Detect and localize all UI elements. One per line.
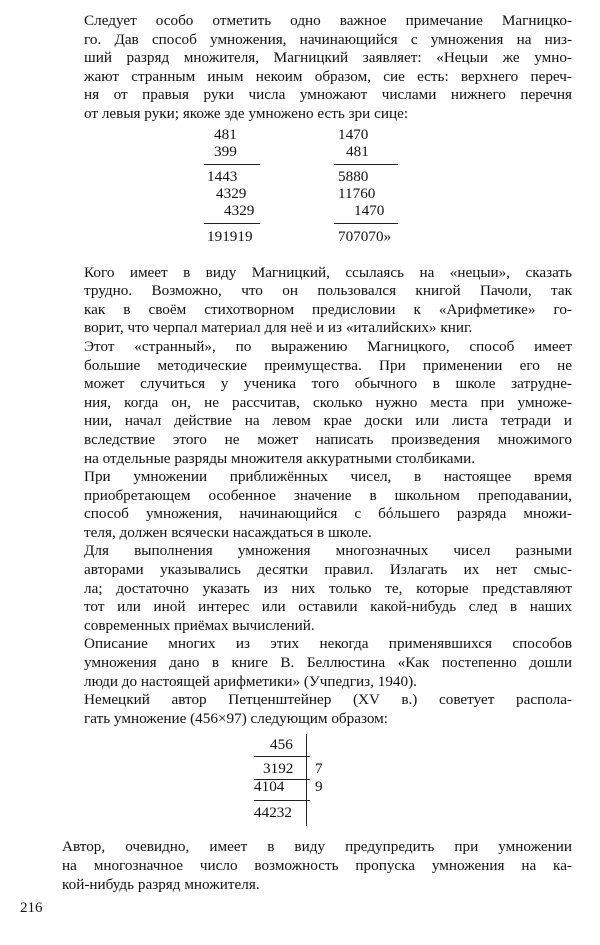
text-line: трудно. Возможно, что он пользовался книгой Пачоли, так	[84, 282, 572, 300]
partial-product: 3192	[263, 760, 294, 778]
paragraph-2	[62, 264, 572, 338]
text-line: от левыя руки; якоже зде умножено есть зри сице:	[84, 104, 409, 122]
paragraph-4	[62, 468, 572, 542]
multiplier-digit: 7	[315, 760, 323, 778]
text-line: Следует особо отметить одно важное примечание Магницко-	[84, 12, 572, 29]
text-line: на многозначное число возможность пропуска умножения на ка-	[62, 857, 572, 874]
text-line: ня от правыя руки числа умножают числами нижнего перечня	[84, 86, 572, 104]
text-line: жают странным иным некоим образом, сие есть: верхнего переч-	[84, 67, 572, 85]
text-line: большие методические преимущества. При применении его не	[84, 356, 572, 374]
paragraph-7	[62, 691, 572, 728]
multiplier-digit: 9	[315, 778, 323, 796]
text-line: ший разряд множителя, Магницкий заявляет: «Нецыи же умно-	[84, 49, 572, 67]
multiplier: 481	[346, 142, 369, 160]
text-line: кой-нибудь разряд множителя.	[62, 875, 260, 893]
text-line: способ умножения, начинающийся с бóльшего разряда множи-	[84, 505, 572, 523]
multiplier: 399	[214, 142, 237, 160]
paragraph-3	[62, 338, 572, 468]
partial-product: 4329	[224, 201, 255, 219]
text-line: тот или иной интерес или оставили какой-нибудь след в наших	[84, 598, 572, 616]
text-line: гать умножение (456×97) следующим образом:	[84, 709, 389, 727]
rule-line	[254, 800, 310, 801]
text-line: вследствие этого не может написать произведения множимого	[84, 430, 572, 448]
text-line: нии, начал действие на левом крае доски или листа тетради и	[84, 412, 572, 430]
paragraph-5	[62, 542, 572, 635]
result: 191919	[207, 227, 253, 245]
text-line: ния, когда он, не рассчитав, сколько нужно места при умноже-	[84, 393, 572, 411]
partial-product: 5880	[338, 167, 369, 185]
partial-product: 11760	[338, 184, 376, 202]
text-line: люди до настоящей арифметики» (Учпедгиз, 1940).	[84, 672, 417, 690]
rule-line	[204, 223, 260, 224]
result: 44232	[254, 804, 292, 822]
text-line: Описание многих из этих некогда применявшихся способов	[84, 635, 572, 653]
partial-product: 1443	[207, 167, 238, 185]
vertical-divider	[306, 734, 307, 826]
text-line: При умножении приближённых чисел, в настоящее время	[84, 468, 572, 486]
partial-product: 4329	[216, 184, 247, 202]
paragraph-1	[62, 12, 572, 124]
text-line: может случиться у ученика того обычного в школе затрудне-	[84, 375, 572, 393]
text-line: теля, должен всячески насаждаться в школе.	[84, 523, 372, 541]
text-line: Для выполнения умножения многозначных чисел разными	[84, 542, 572, 560]
text-line: умножения дано в книге В. Беллюстина «Как постепенно дошли	[84, 654, 572, 672]
text-line: ворит, что черпал материал для неё и из «италийских» книг.	[84, 319, 473, 337]
page-number: 216	[20, 900, 43, 916]
text-line: Немецкий автор Петценштейнер (XV в.) советует распола-	[84, 691, 572, 709]
partial-product: 1470	[354, 201, 385, 219]
text-line: приобретающем особенное значение в школьном преподавании,	[84, 486, 572, 504]
text-line: Этот «странный», по выражению Магницкого, способ имеет	[84, 337, 572, 355]
text-line: Кого имеет в виду Магницкий, ссылаясь на «нецыи», сказать	[84, 263, 572, 281]
multiplicand: 481	[214, 125, 237, 143]
rule-line	[334, 164, 398, 165]
partial-product: 4104	[254, 778, 285, 796]
text-line: современных приёмах вычислений.	[84, 616, 315, 634]
magnitsky-example	[62, 126, 572, 250]
text-line: на отдельные разряды множителя аккуратными столбиками.	[84, 449, 476, 467]
text-line: как в своём стихотворном предисловии к «Арифметике» го-	[84, 300, 572, 318]
multiplicand: 456	[270, 736, 293, 754]
text-line: го. Дав способ умножения, начинающийся с умножения на низ-	[84, 30, 572, 48]
rule-line	[204, 164, 260, 165]
rule-line	[254, 756, 310, 757]
paragraph-8	[62, 838, 572, 894]
text-line: ла; достаточно указать из них только те, которые представляют	[84, 579, 572, 597]
rule-line	[334, 223, 398, 224]
page-body	[62, 12, 572, 894]
paragraph-6	[62, 635, 572, 691]
text-line: Автор, очевидно, имеет в виду предупредить при умножении	[62, 838, 572, 856]
petzensteiner-example	[62, 734, 572, 826]
result: 707070»	[338, 227, 392, 245]
multiplicand: 1470	[338, 125, 369, 143]
text-line: авторами указывались десятки правил. Излагать их нет смыс-	[84, 561, 572, 579]
